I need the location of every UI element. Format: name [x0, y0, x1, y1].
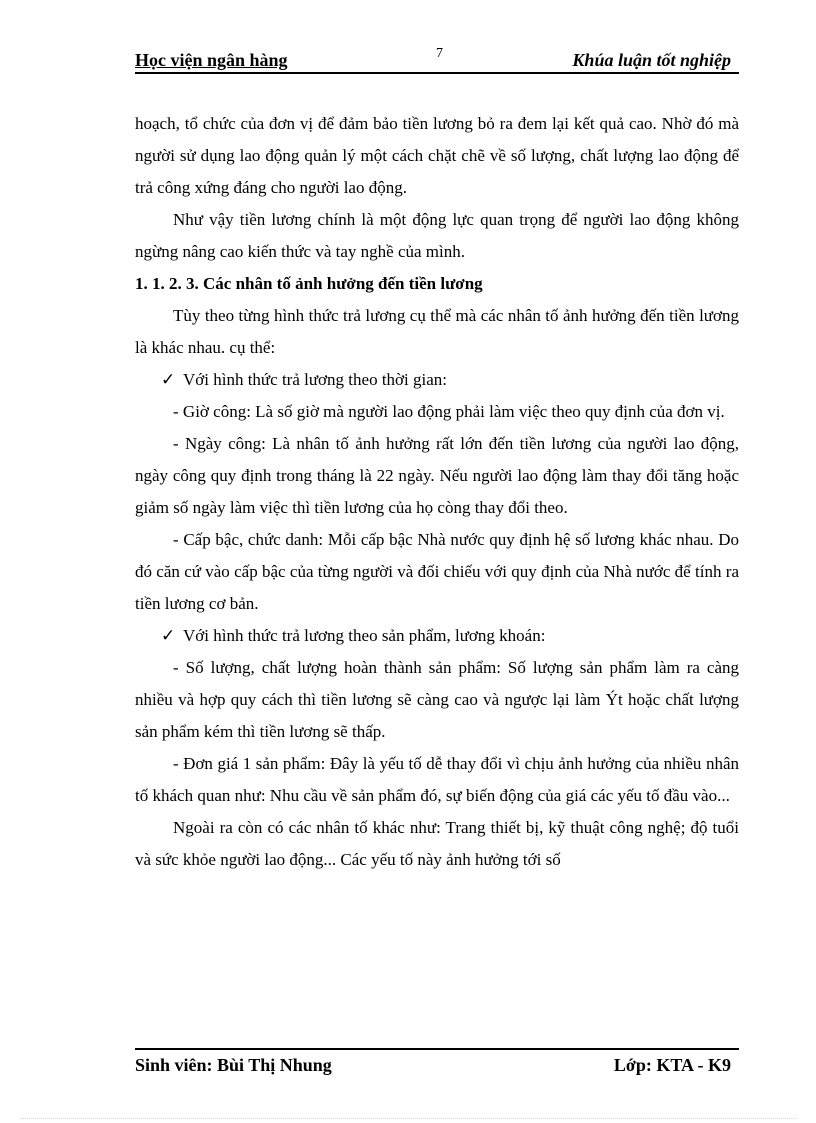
paragraph-working-hours: - Giờ công: Là số giờ mà người lao động phải làm việc theo quy định của đơn vị.: [173, 402, 725, 421]
paragraph-quantity-quality: - Số lượng, chất lượng hoàn thành sản phẩm: Số lượng sản phẩm làm ra càng nhiều và hợp quy cách thì tiền lương sẽ càng cao và ngược lại làm Ýt hoặc chất lượng sản phẩm kém thì tiền lương sẽ thấp.: [135, 658, 739, 741]
page-number: 7: [436, 46, 443, 61]
paragraph-intro: Tùy theo từng hình thức trả lương cụ thể mà các nhân tố ảnh hưởng đến tiền lương là khác nhau. cụ thể:: [135, 306, 739, 357]
header-document-type: Khúa luận tốt nghiệp: [572, 50, 731, 70]
paragraph-continuation: hoạch, tổ chức của đơn vị để đảm bảo tiền lương bỏ ra đem lại kết quả cao. Nhờ đó mà người sử dụng lao động quản lý một cách chặt chẽ về số lượng, chất lượng lao động để trả công xứng đáng cho người lao động.: [135, 114, 739, 197]
checklist-label: Với hình thức trả lương theo sản phẩm, lương khoán:: [183, 626, 546, 645]
paragraph-working-days: - Ngày công: Là nhân tố ảnh hưởng rất lớn đến tiền lương của người lao động, ngày công quy định trong tháng là 22 ngày. Nếu người lao động làm thay đổi tăng hoặc giảm số ngày làm việc thì tiền lương của họ còng thay đổi theo.: [135, 434, 739, 517]
document-body: [135, 108, 739, 876]
paragraph-grade-title: - Cấp bậc, chức danh: Mỗi cấp bậc Nhà nước quy định hệ số lương khác nhau. Do đó căn cứ vào cấp bậc của từng người và đối chiếu với quy định của Nhà nước để tính ra tiền lương cơ bản.: [135, 530, 739, 613]
check-icon: ✓: [161, 626, 176, 645]
footer-student: Sinh viên: Bùi Thị Nhung: [135, 1055, 332, 1075]
paragraph-motivation: Như vậy tiền lương chính là một động lực quan trọng để người lao động không ngừng nâng cao kiến thức và tay nghề của mình.: [135, 210, 739, 261]
footer-class: Lớp: KTA - K9: [613, 1055, 731, 1075]
paragraph-other-factors: Ngoài ra còn có các nhân tố khác như: Trang thiết bị, kỹ thuật công nghệ; độ tuổi và sức khỏe người lao động... Các yếu tố này ảnh hưởng tới số: [135, 818, 739, 869]
section-heading: 1. 1. 2. 3. Các nhân tố ảnh hưởng đến tiền lương: [135, 274, 483, 293]
page-footer: [135, 1048, 739, 1080]
check-icon: ✓: [161, 370, 176, 389]
page-bottom-divider: [20, 1118, 796, 1119]
checklist-item-time-based: [135, 364, 739, 396]
page-header: [135, 46, 739, 74]
checklist-label: Với hình thức trả lương theo thời gian:: [183, 370, 447, 389]
checklist-item-product-based: [135, 620, 739, 652]
paragraph-unit-price: - Đơn giá 1 sản phẩm: Đây là yếu tố dễ thay đổi vì chịu ảnh hưởng của nhiều nhân tố khách quan như: Nhu cầu về sản phẩm đó, sự biến động của giá các yếu tố đầu vào...: [135, 754, 739, 805]
header-institution: Học viện ngân hàng: [135, 50, 288, 70]
